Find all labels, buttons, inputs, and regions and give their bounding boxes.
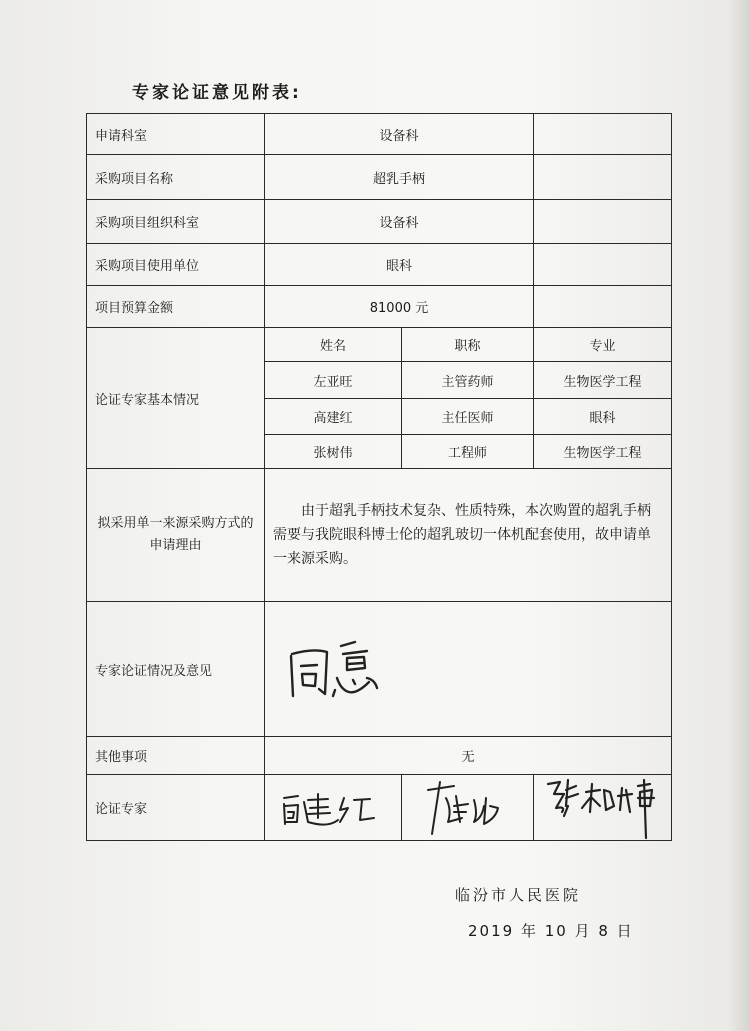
value-user-unit: 眼科 — [265, 244, 534, 286]
page-edge-shadow — [728, 0, 750, 1031]
row-reason — [87, 469, 672, 602]
value-dept: 设备科 — [265, 114, 534, 155]
label-experts: 论证专家基本情况 — [87, 328, 265, 469]
empty-cell — [534, 244, 672, 286]
value-other: 无 — [265, 737, 672, 775]
expert-name: 左亚旺 — [265, 362, 402, 399]
signature-zuo — [418, 778, 518, 838]
header-major: 专业 — [534, 328, 672, 362]
value-item: 超乳手柄 — [265, 155, 534, 200]
expert-opinion-table — [86, 113, 672, 841]
row-opinion — [87, 602, 672, 737]
opinion-cell — [265, 602, 672, 737]
empty-cell — [534, 114, 672, 155]
row-budget — [87, 286, 672, 328]
label-reason: 拟采用单一来源采购方式的申请理由 — [87, 469, 265, 602]
signature-cell — [534, 775, 672, 841]
empty-cell — [534, 200, 672, 244]
row-other — [87, 737, 672, 775]
expert-title: 主管药师 — [402, 362, 534, 399]
expert-major: 眼科 — [534, 399, 672, 435]
expert-name: 高建红 — [265, 399, 402, 435]
page-title: 专家论证意见附表: — [132, 83, 302, 103]
signature-cell — [265, 775, 402, 841]
header-name: 姓名 — [265, 328, 402, 362]
expert-title: 主任医师 — [402, 399, 534, 435]
document-date: 2019 年 10 月 8 日 — [468, 922, 634, 940]
signature-gao — [278, 788, 388, 828]
label-org-dept: 采购项目组织科室 — [87, 200, 265, 244]
empty-cell — [534, 155, 672, 200]
label-dept: 申请科室 — [87, 114, 265, 155]
row-expert-header — [87, 328, 672, 362]
handwritten-agree-signature — [283, 634, 403, 704]
empty-cell — [534, 286, 672, 328]
label-other: 其他事项 — [87, 737, 265, 775]
row-org-dept — [87, 200, 672, 244]
expert-major: 生物医学工程 — [534, 435, 672, 469]
expert-title: 工程师 — [402, 435, 534, 469]
label-opinion: 专家论证情况及意见 — [87, 602, 265, 737]
hospital-name: 临汾市人民医院 — [455, 886, 582, 904]
reason-text: 由于超乳手柄技术复杂、性质特殊，本次购置的超乳手柄需要与我院眼科博士伦的超乳玻切一体机配套使用，故申请单一来源采购。 — [265, 469, 672, 602]
expert-major: 生物医学工程 — [534, 362, 672, 399]
label-item: 采购项目名称 — [87, 155, 265, 200]
value-budget: 81000 元 — [265, 286, 534, 328]
row-signers — [87, 775, 672, 841]
header-title: 职称 — [402, 328, 534, 362]
signature-cell — [402, 775, 534, 841]
label-user-unit: 采购项目使用单位 — [87, 244, 265, 286]
expert-name: 张树伟 — [265, 435, 402, 469]
row-user-unit — [87, 244, 672, 286]
row-dept — [87, 114, 672, 155]
label-budget: 项目预算金额 — [87, 286, 265, 328]
value-org-dept: 设备科 — [265, 200, 534, 244]
label-signers: 论证专家 — [87, 775, 265, 841]
row-item — [87, 155, 672, 200]
signature-zhang — [542, 776, 672, 840]
